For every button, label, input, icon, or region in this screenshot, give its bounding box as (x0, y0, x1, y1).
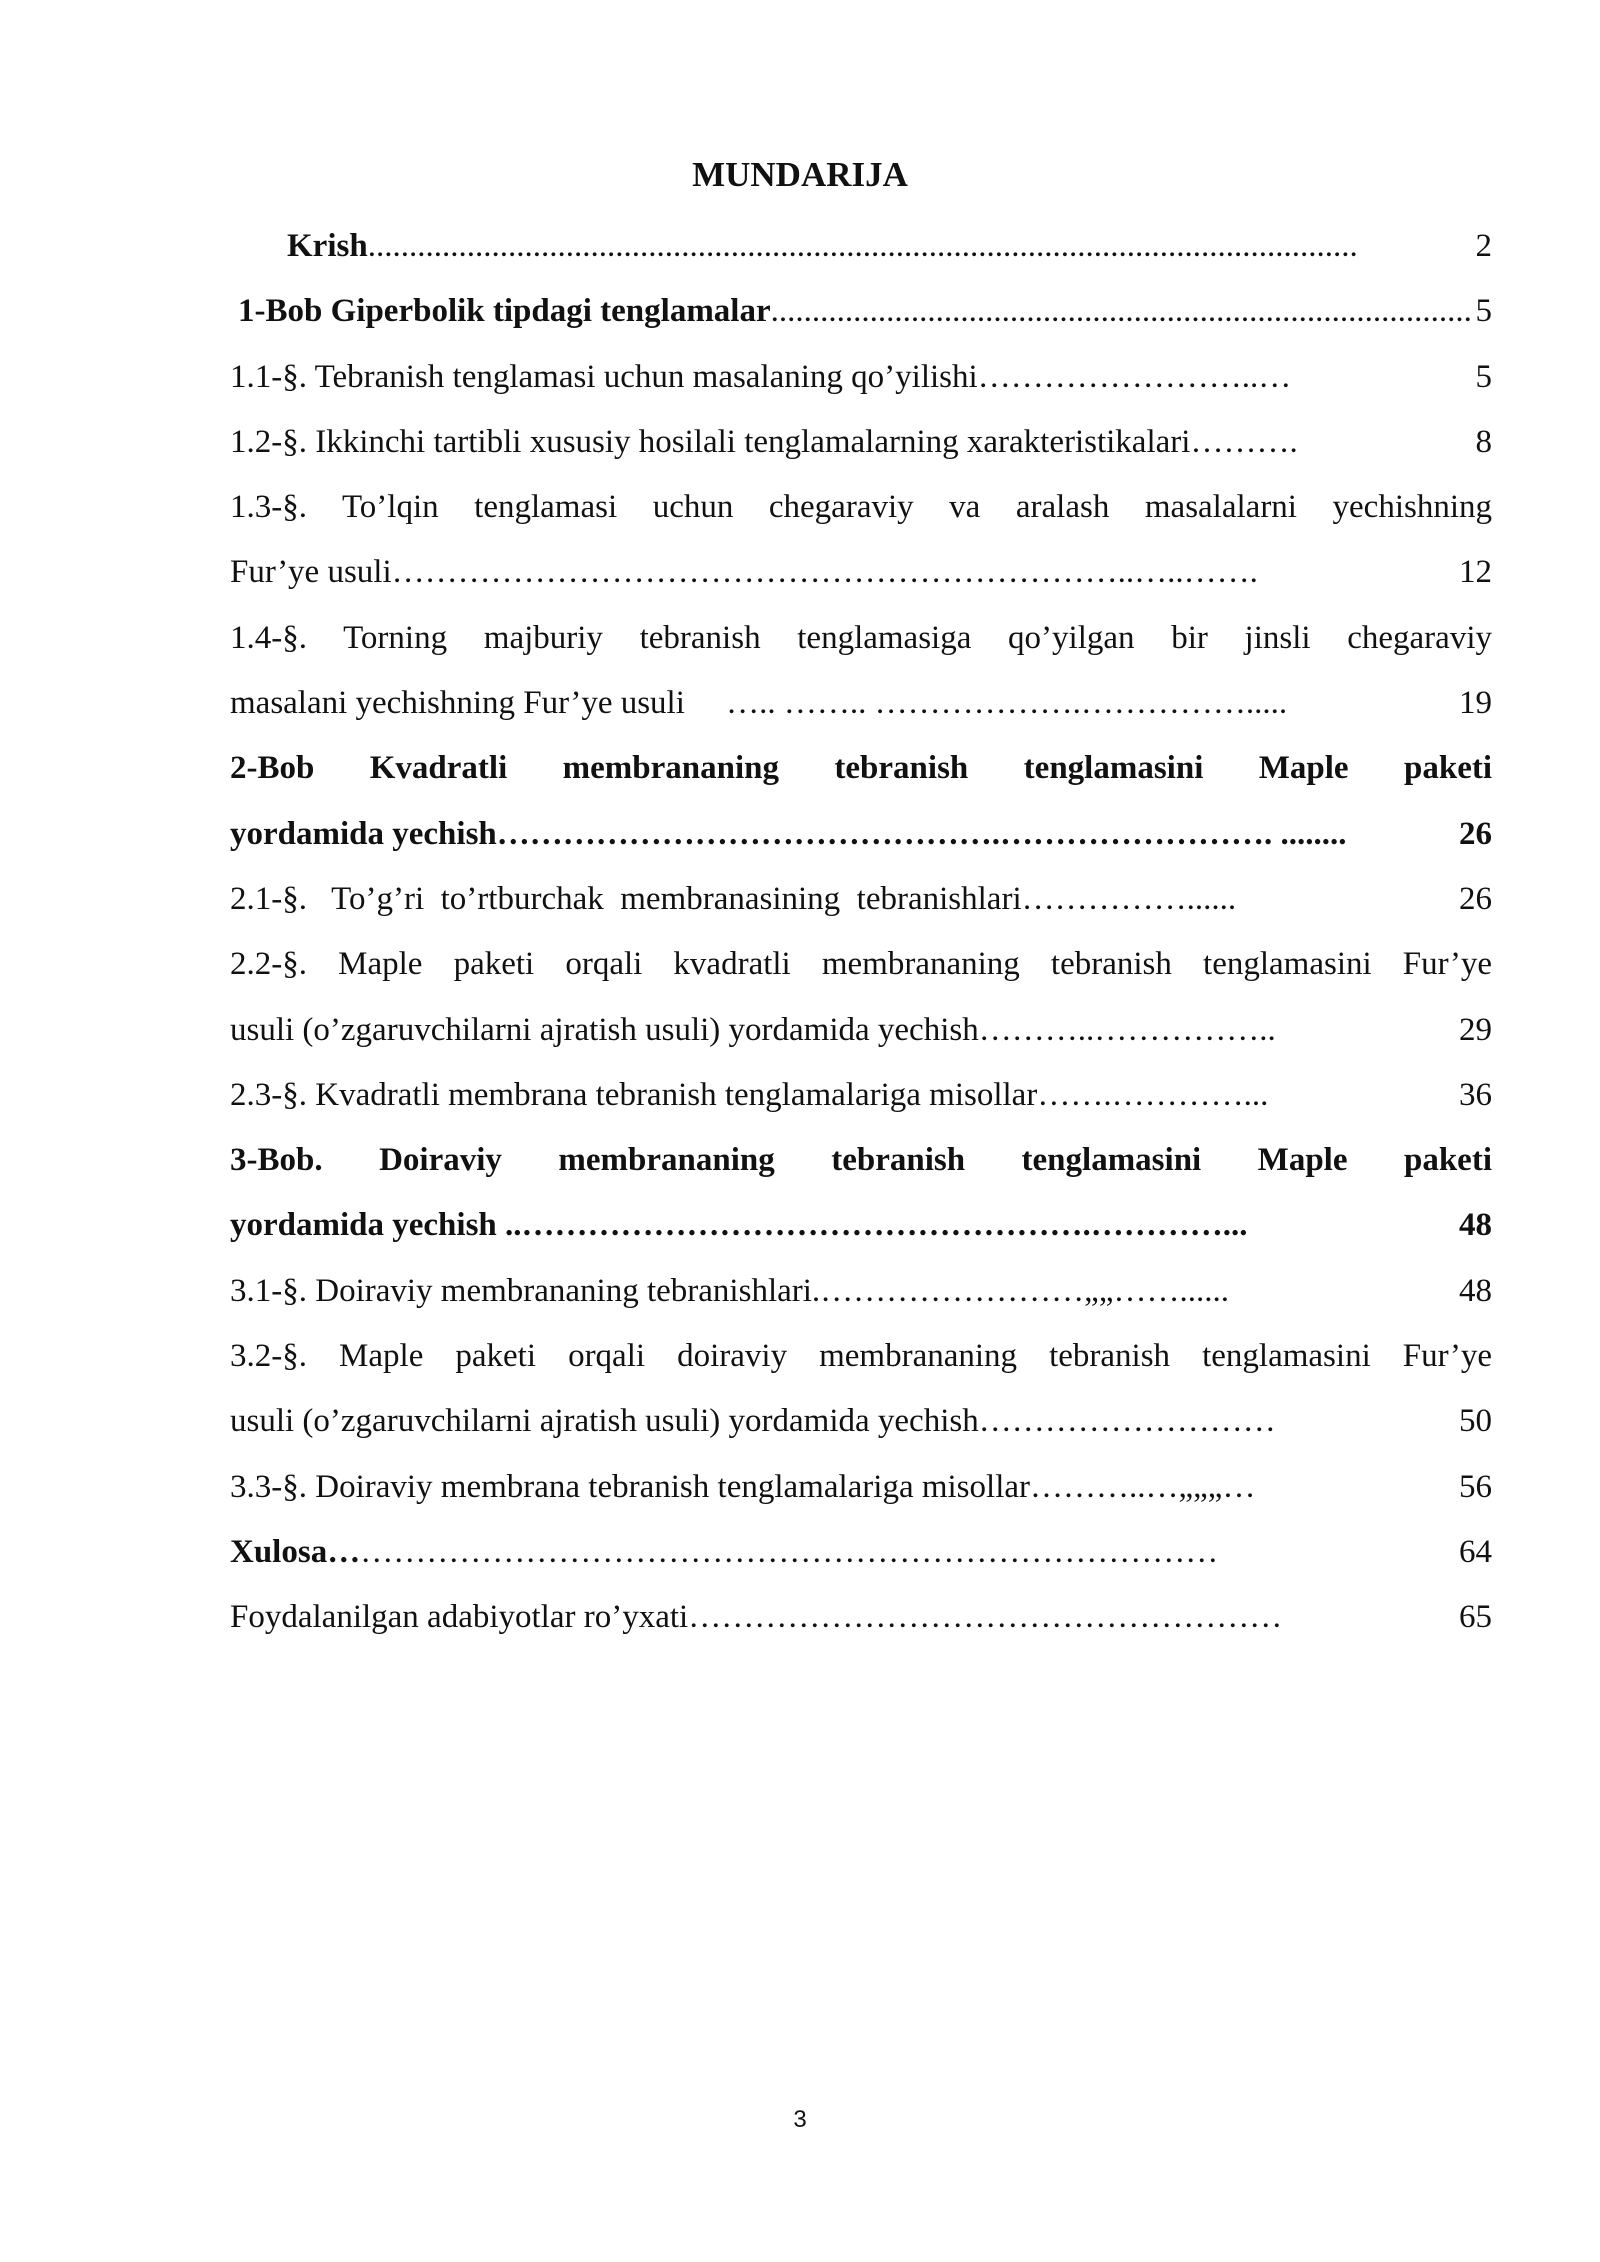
toc-leader: ........................................................................................................................ (367, 228, 1358, 264)
toc-entry-title: Fur’ye usuli (230, 554, 392, 591)
toc-page-number: 50 (1459, 1403, 1492, 1440)
toc-page-number: 5 (1475, 293, 1492, 330)
page-number: 3 (793, 2106, 807, 2133)
toc-entry[interactable] (230, 410, 1492, 475)
toc-leader: ……………………………………………… (688, 1599, 1283, 1636)
page-title: MUNDARIJA (692, 155, 908, 194)
toc-entry[interactable] (230, 214, 1492, 279)
toc-entry-title: usuli (o’zgaruvchilarni ajratish usuli) yordamida yechish (230, 1403, 979, 1440)
toc-page-number: 26 (1459, 880, 1492, 917)
toc-entry-title: Foydalanilgan adabiyotlar ro’yxati (230, 1599, 689, 1636)
toc-entry-title: usuli (o’zgaruvchilarni ajratish usuli) yordamida yechish (230, 1011, 979, 1048)
toc-page-number: 5 (1475, 358, 1492, 395)
toc-entry-title: 1-Bob Giperbolik tipdagi tenglamalar (238, 293, 771, 330)
toc-entry-title: 2-Bob Kvadratli membrananing tebranish tenglamasini Maple paketi (230, 750, 1492, 787)
toc-entry[interactable] (230, 1585, 1492, 1650)
toc-entry-title: yordamida yechish (230, 815, 497, 852)
toc-entry-title: 3.1-§. Doiraviy membrananing tebranishlari. (230, 1272, 821, 1309)
toc-entry-title: masalani yechishning Fur’ye usuli (230, 685, 727, 722)
toc-entry[interactable] (230, 540, 1492, 605)
toc-page-number: 12 (1459, 554, 1492, 591)
toc-leader: …………………………………………….…………... (521, 1207, 1248, 1244)
toc-leader: ……………………„„……...... (820, 1272, 1229, 1309)
toc-entry-title: 2.2-§. Maple paketi orqali kvadratli membrananing tebranish tenglamasini Fur’ye (230, 946, 1492, 983)
toc-entry[interactable] (230, 998, 1492, 1063)
toc-page-number: 64 (1459, 1533, 1492, 1570)
toc-leader: …………………………………………………………..…..……. (391, 554, 1258, 591)
toc-leader: ………..…………….. (978, 1011, 1276, 1048)
toc-leader: ……………………..… (977, 358, 1292, 395)
toc-entry[interactable] (230, 1063, 1492, 1128)
toc-page-number: 8 (1475, 423, 1492, 460)
toc-entry-title: 1.3-§. To’lqin tenglamasi uchun chegaraviy va aralash masalalarni yechishning (230, 489, 1492, 526)
toc-entry-title: Xulosa… (230, 1533, 361, 1570)
toc-entry[interactable] (230, 867, 1492, 932)
toc-entry[interactable] (230, 1193, 1492, 1258)
toc-leader: ……………...... (1021, 880, 1237, 917)
toc-page-number: 48 (1459, 1207, 1492, 1244)
toc-page-number: 29 (1459, 1011, 1492, 1048)
toc-entry-title: 1.1-§. Tebranish tenglamasi uchun masalaning qo’yilishi (230, 358, 978, 395)
toc-entry-title: 1.4-§. Torning majburiy tebranish tenglamasiga qo’yilgan bir jinsli chegaraviy (230, 619, 1492, 656)
toc-page-number: 26 (1459, 815, 1492, 852)
toc-leader: ……………………………………….……………………. ........ (496, 815, 1347, 852)
toc-leader: ………. (1190, 423, 1298, 460)
toc-page-number: 56 (1459, 1468, 1492, 1505)
toc-entry[interactable] (230, 671, 1492, 736)
toc-leader: ……………………… (978, 1403, 1276, 1440)
toc-entry-line[interactable] (230, 1128, 1492, 1193)
toc-page-number: 2 (1475, 228, 1492, 264)
toc-entry-line[interactable] (230, 932, 1492, 997)
toc-leader: …….…………... (1037, 1076, 1269, 1113)
toc-page-number: 19 (1459, 685, 1492, 722)
toc-entry[interactable] (230, 279, 1492, 344)
toc-leader: ………..…„„„… (1030, 1468, 1256, 1505)
toc-entry-line[interactable] (230, 736, 1492, 801)
toc-entry-title: 2.1-§. To’g’ri to’rtburchak membranasining tebranishlari (230, 880, 1022, 917)
toc-entry-title: 1.2-§. Ikkinchi tartibli xususiy hosilali tenglamalarning xarakteristikalari (230, 423, 1191, 460)
toc-entry[interactable] (230, 1389, 1492, 1454)
toc-entry-title: 3.2-§. Maple paketi orqali doiraviy membrananing tebranish tenglamasini Fur’ye (230, 1338, 1492, 1375)
toc-entry-title: 3.3-§. Doiraviy membrana tebranish tenglamalariga misollar (230, 1468, 1030, 1505)
toc-entry[interactable] (230, 345, 1492, 410)
toc-page-number: 36 (1459, 1076, 1492, 1113)
toc-page-number: 65 (1459, 1599, 1492, 1636)
toc-leader: ….. …….. ……………….……………..... (726, 685, 1288, 722)
toc-entry[interactable] (230, 1520, 1492, 1585)
toc-leader: …………………………………………………………………… (360, 1533, 1219, 1570)
toc-entry-line[interactable] (230, 606, 1492, 671)
toc-page-number: 48 (1459, 1272, 1492, 1309)
toc-entry[interactable] (230, 1455, 1492, 1520)
toc-entry-title: 3-Bob. Doiraviy membrananing tebranish tenglamasini Maple paketi (230, 1142, 1492, 1179)
toc-entry[interactable] (230, 1259, 1492, 1324)
toc-entry-line[interactable] (230, 475, 1492, 540)
toc-entry-title: 2.3-§. Kvadratli membrana tebranish tenglamalariga misollar (230, 1076, 1038, 1113)
toc-entry-title: yordamida yechish .. (230, 1207, 522, 1244)
toc-entry-line[interactable] (230, 1324, 1492, 1389)
toc-leader: ..................................................................................... (770, 293, 1472, 330)
toc-entry-title: Krish (287, 228, 368, 264)
table-of-contents (230, 214, 1492, 1651)
toc-entry[interactable] (230, 802, 1492, 867)
